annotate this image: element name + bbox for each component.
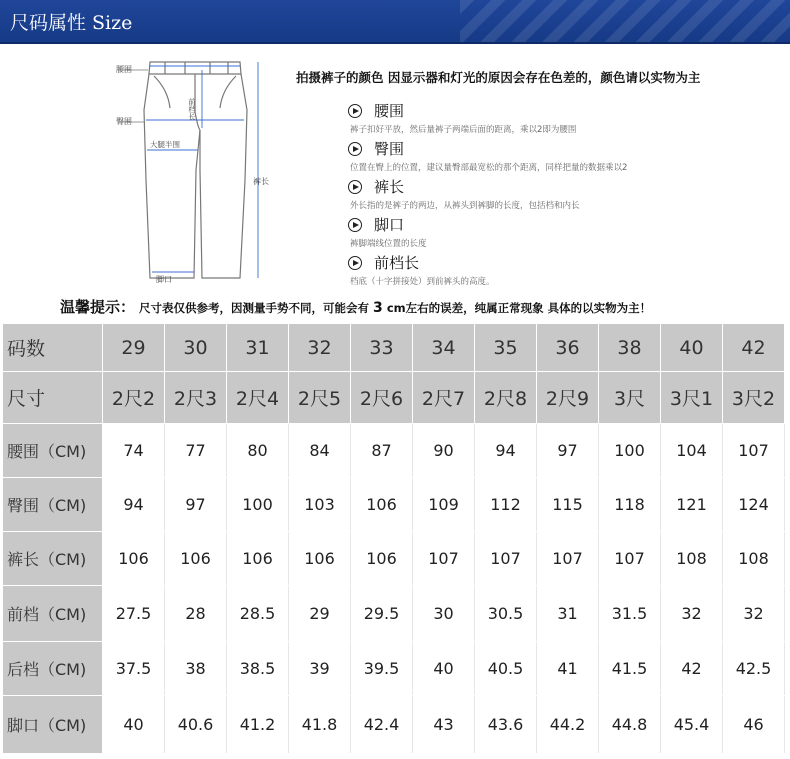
table-cell: 41.2 [227,696,289,754]
table-cell: 40 [103,696,165,754]
table-cell: 32 [289,324,351,372]
table-cell: 77 [165,424,227,478]
table-cell: 46 [723,696,785,754]
table-cell: 108 [661,532,723,586]
table-cell: 104 [661,424,723,478]
table-cell: 115 [537,478,599,532]
guide-item-desc: 档底（十字拼接处）到前裤头的高度。 [350,277,495,287]
table-cell: 30 [165,324,227,372]
table-cell: 41 [537,642,599,696]
row-label: 前档（CM) [3,586,103,642]
table-cell: 107 [723,424,785,478]
tip-text-1: 尺寸表仅供参考，因测量手势不同，可能会有 [139,301,370,315]
table-row [3,642,785,696]
table-cell: 36 [537,324,599,372]
table-cell: 100 [227,478,289,532]
label-leg-opening: 脚口 [156,275,172,284]
table-cell: 27.5 [103,586,165,642]
table-cell: 3尺 [599,372,661,424]
guide-item [348,138,768,176]
label-thigh: 大腿半围 [150,140,180,149]
table-cell: 107 [537,532,599,586]
table-cell: 3尺2 [723,372,785,424]
table-cell: 2尺8 [475,372,537,424]
play-circle-icon [348,142,362,156]
table-cell: 30 [413,586,475,642]
table-cell: 108 [723,532,785,586]
table-cell: 80 [227,424,289,478]
table-cell: 34 [413,324,475,372]
table-row [3,532,785,586]
table-cell: 41.5 [599,642,661,696]
table-row [3,696,785,754]
table-cell: 38 [599,324,661,372]
table-cell: 106 [103,532,165,586]
table-cell: 42 [661,642,723,696]
table-cell: 2尺5 [289,372,351,424]
row-label: 尺寸 [3,372,103,424]
table-cell: 106 [165,532,227,586]
guide-item-desc: 裤脚端线位置的长度 [350,239,427,249]
table-row [3,586,785,642]
guide-item [348,176,768,214]
table-cell: 94 [475,424,537,478]
tip-number: 3 [373,300,383,316]
table-row [3,424,785,478]
table-cell: 43.6 [475,696,537,754]
tip-lead: 温馨提示： [60,298,136,316]
color-note: 拍摄裤子的颜色 因显示器和灯光的原因会存在色差的，颜色请以实物为主 [296,70,701,85]
guide-item-name: 臀围 [374,140,405,158]
play-circle-icon [348,256,362,270]
guide-item-desc: 外长指的是裤子的两边，从裤头到裤脚的长度，包括档和内长 [350,201,580,211]
size-table [2,323,785,754]
table-cell: 35 [475,324,537,372]
guide-item-name: 前档长 [374,254,420,272]
table-cell: 2尺2 [103,372,165,424]
table-cell: 40 [413,642,475,696]
table-cell: 2尺6 [351,372,413,424]
header-stripe-decoration [460,0,790,42]
play-circle-icon [348,104,362,118]
table-cell: 106 [351,478,413,532]
table-cell: 30.5 [475,586,537,642]
table-cell: 84 [289,424,351,478]
table-cell: 2尺7 [413,372,475,424]
measurement-guide [348,100,768,290]
play-circle-icon [348,218,362,232]
pants-diagram [110,50,300,290]
table-cell: 29 [289,586,351,642]
table-cell: 74 [103,424,165,478]
guide-item-name: 脚口 [374,216,405,234]
table-cell: 2尺4 [227,372,289,424]
table-cell: 42 [723,324,785,372]
table-cell: 31 [227,324,289,372]
table-cell: 103 [289,478,351,532]
label-waist: 腰围 [116,65,132,74]
table-cell: 44.8 [599,696,661,754]
table-cell: 112 [475,478,537,532]
guide-item [348,252,768,290]
row-label: 腰围（CM) [3,424,103,478]
table-cell: 107 [413,532,475,586]
table-cell: 31.5 [599,586,661,642]
table-cell: 97 [537,424,599,478]
row-label: 码数 [3,324,103,372]
page-title: 尺码属性 Size [10,12,133,34]
table-cell: 121 [661,478,723,532]
guide-item-name: 裤长 [374,178,405,196]
table-cell: 107 [599,532,661,586]
table-cell: 29.5 [351,586,413,642]
table-row [3,478,785,532]
table-cell: 2尺3 [165,372,227,424]
table-cell: 106 [351,532,413,586]
table-cell: 118 [599,478,661,532]
table-cell: 28 [165,586,227,642]
guide-item [348,214,768,252]
table-cell: 107 [475,532,537,586]
chi-size-row [3,372,785,424]
table-cell: 100 [599,424,661,478]
page-header [0,0,790,44]
table-cell: 31 [537,586,599,642]
warm-tip [60,296,651,317]
table-cell: 39.5 [351,642,413,696]
guide-item-desc: 裤子扣好平放，然后量裤子两端后面的距离，乘以2即为腰围 [350,125,577,135]
table-cell: 106 [227,532,289,586]
table-cell: 40.5 [475,642,537,696]
guide-item-desc: 位置在臀上的位置，建议量臀部最宽松的那个距离，同样把量的数据乘以2 [350,163,628,173]
table-cell: 87 [351,424,413,478]
label-hip: 臀围 [116,117,132,126]
table-cell: 32 [723,586,785,642]
table-cell: 37.5 [103,642,165,696]
table-cell: 94 [103,478,165,532]
table-cell: 39 [289,642,351,696]
table-cell: 28.5 [227,586,289,642]
row-label: 脚口（CM) [3,696,103,754]
guide-item-name: 腰围 [374,102,405,120]
table-cell: 97 [165,478,227,532]
table-cell: 42.5 [723,642,785,696]
table-cell: 33 [351,324,413,372]
row-label: 臀围（CM) [3,478,103,532]
table-cell: 45.4 [661,696,723,754]
table-cell: 40.6 [165,696,227,754]
row-label: 后档（CM) [3,642,103,696]
tip-text-2: cm左右的误差，纯属正常现象 具体的以实物为主！ [386,301,652,315]
size-header-row [3,324,785,372]
pants-diagram-svg [110,50,300,290]
table-cell: 41.8 [289,696,351,754]
table-cell: 29 [103,324,165,372]
guide-item [348,100,768,138]
table-cell: 42.4 [351,696,413,754]
play-circle-icon [348,180,362,194]
row-label: 裤长（CM) [3,532,103,586]
table-cell: 3尺1 [661,372,723,424]
table-cell: 44.2 [537,696,599,754]
table-cell: 2尺9 [537,372,599,424]
label-length: 裤长 [253,177,269,186]
table-cell: 106 [289,532,351,586]
table-cell: 38.5 [227,642,289,696]
table-cell: 109 [413,478,475,532]
label-front-rise: 前档长 [187,98,197,121]
table-cell: 40 [661,324,723,372]
table-cell: 90 [413,424,475,478]
table-cell: 124 [723,478,785,532]
table-cell: 38 [165,642,227,696]
table-cell: 43 [413,696,475,754]
table-cell: 32 [661,586,723,642]
